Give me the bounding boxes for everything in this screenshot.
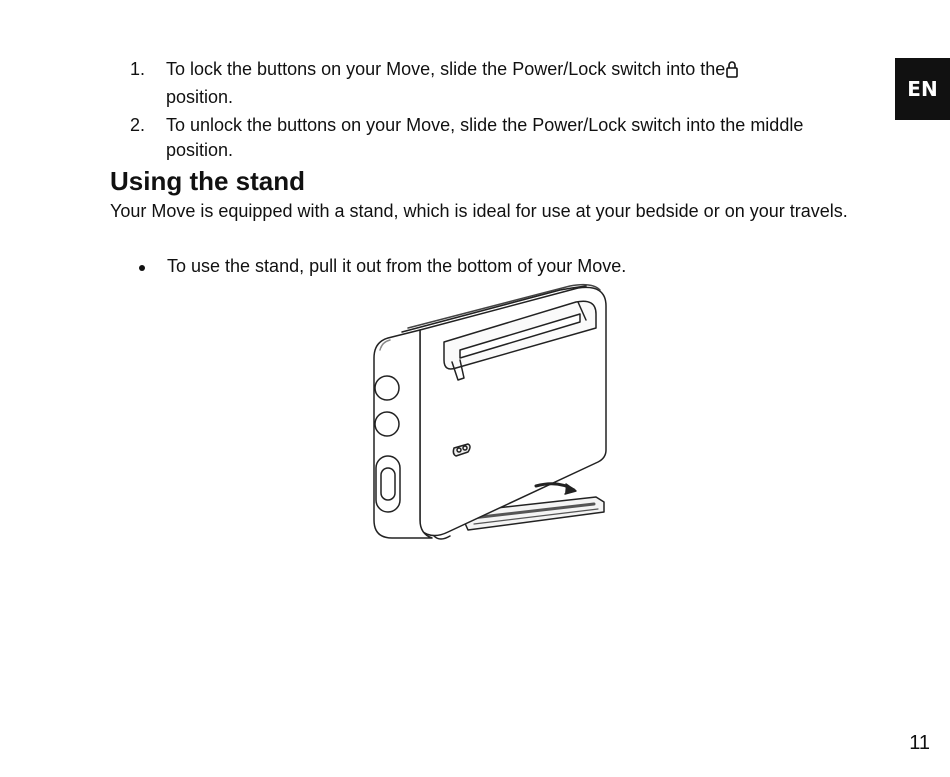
step-text-continued: position. (166, 87, 234, 107)
lock-steps-list (110, 57, 870, 166)
list-item (110, 254, 870, 279)
section-title: Using the stand (110, 166, 306, 196)
language-tab: EN (895, 58, 950, 120)
step-number: 2. (130, 115, 146, 135)
list-item (110, 57, 870, 110)
bullet-list (110, 254, 870, 279)
bullet-text: To use the stand, pull it out from the bottom of your Move. (167, 256, 627, 276)
step-text: To unlock the buttons on your Move, slide the Power/Lock switch into the middle position. (166, 115, 804, 160)
padlock-icon (726, 60, 738, 85)
page-number: 11 (909, 732, 930, 754)
device-with-stand-illustration (360, 280, 620, 550)
step-number: 1. (130, 59, 146, 79)
bullet-icon (139, 265, 145, 271)
section-intro: Your Move is equipped with a stand, which is ideal for use at your bedside or on your travels. (110, 201, 848, 221)
list-item (110, 113, 870, 163)
step-text: To lock the buttons on your Move, slide the Power/Lock switch into the (166, 59, 726, 79)
